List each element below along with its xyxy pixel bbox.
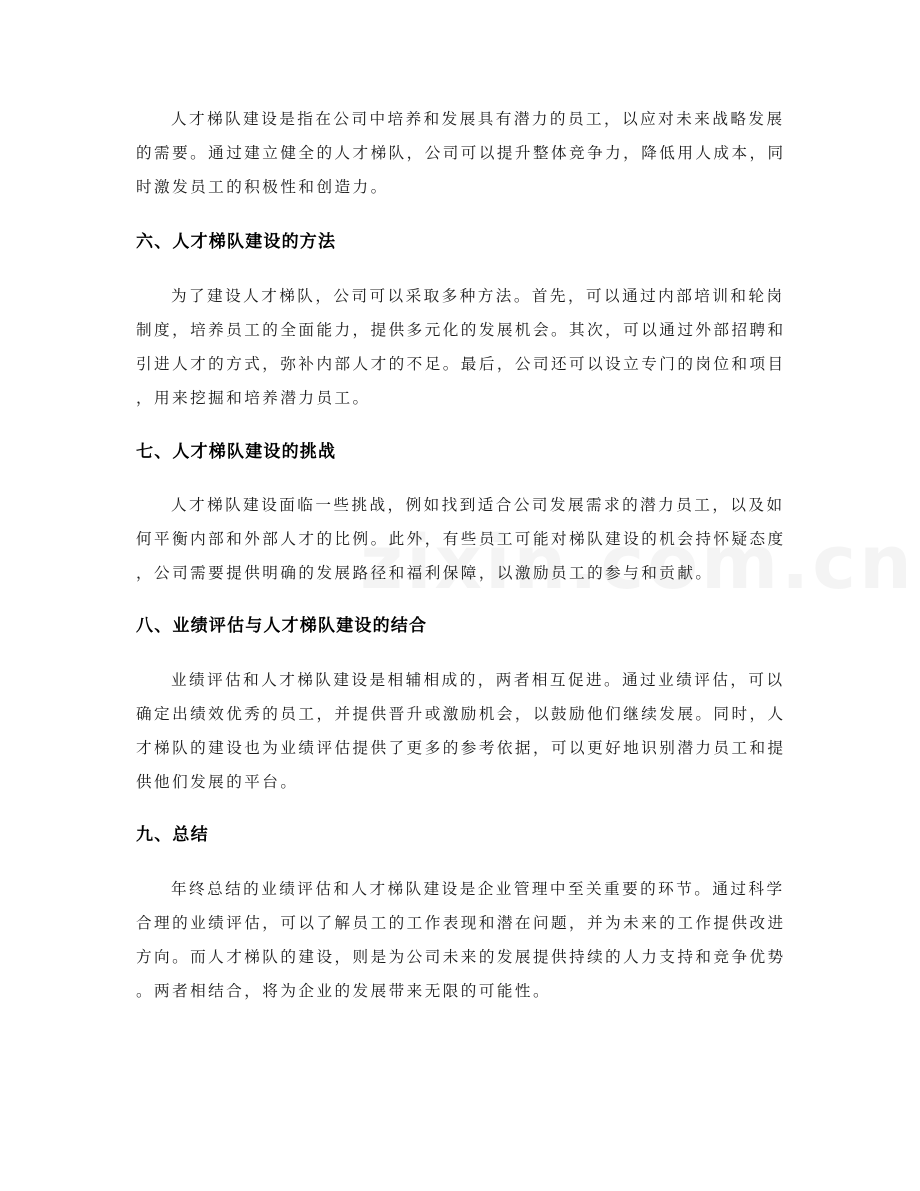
paragraph-line: 人才梯队建设是指在公司中培养和发展具有潜力的员工，以应对未来战略发展 [171, 110, 785, 128]
paragraph-line: 引进人才的方式，弥补内部人才的不足。最后，公司还可以设立专门的岗位和项目 [136, 355, 786, 373]
paragraph-line: 制度，培养员工的全面能力，提供多元化的发展机会。其次，可以通过外部招聘和 [136, 321, 786, 339]
paragraph-line: 方向。而人才梯队的建设，则是为公司未来的发展提供持续的人力支持和竞争优势 [136, 948, 786, 966]
section-paragraph [136, 663, 786, 799]
section-heading: 七、人才梯队建设的挑战 [136, 442, 337, 462]
paragraph-line: 确定出绩效优秀的员工，并提供晋升或激励机会，以鼓励他们继续发展。同时，人 [136, 705, 786, 723]
paragraph-line: 时激发员工的积极性和创造力。 [136, 178, 389, 196]
section-heading: 八、业绩评估与人才梯队建设的结合 [136, 616, 428, 636]
paragraph-line: 供他们发展的平台。 [136, 773, 299, 791]
section-heading: 九、总结 [136, 825, 209, 845]
section-paragraph [136, 488, 786, 590]
paragraph-line: ，公司需要提供明确的发展路径和福利保障，以激励员工的参与和贡献。 [136, 564, 714, 582]
paragraph-line: 何平衡内部和外部人才的比例。此外，有些员工可能对梯队建设的机会持怀疑态度 [136, 530, 786, 548]
section-paragraph [136, 279, 786, 415]
paragraph-line: 业绩评估和人才梯队建设是相辅相成的，两者相互促进。通过业绩评估，可以 [171, 671, 785, 689]
paragraph-line: 为了建设人才梯队，公司可以采取多种方法。首先，可以通过内部培训和轮岗 [171, 287, 785, 305]
section-heading: 六、人才梯队建设的方法 [136, 232, 337, 252]
paragraph-line: 。两者相结合，将为企业的发展带来无限的可能性。 [136, 982, 552, 1000]
paragraph-line: 人才梯队建设面临一些挑战，例如找到适合公司发展需求的潜力员工，以及如 [171, 496, 785, 514]
paragraph-line: ，用来挖掘和培养潜力员工。 [136, 389, 371, 407]
paragraph-line: 的需要。通过建立健全的人才梯队，公司可以提升整体竞争力，降低用人成本，同 [136, 144, 786, 162]
paragraph-line: 合理的业绩评估，可以了解员工的工作表现和潜在问题，并为未来的工作提供改进 [136, 914, 786, 932]
paragraph-line: 年终总结的业绩评估和人才梯队建设是企业管理中至关重要的环节。通过科学 [171, 880, 785, 898]
intro-paragraph [136, 102, 786, 204]
section-paragraph [136, 872, 786, 1008]
paragraph-line: 才梯队的建设也为业绩评估提供了更多的参考依据，可以更好地识别潜力员工和提 [136, 739, 786, 757]
